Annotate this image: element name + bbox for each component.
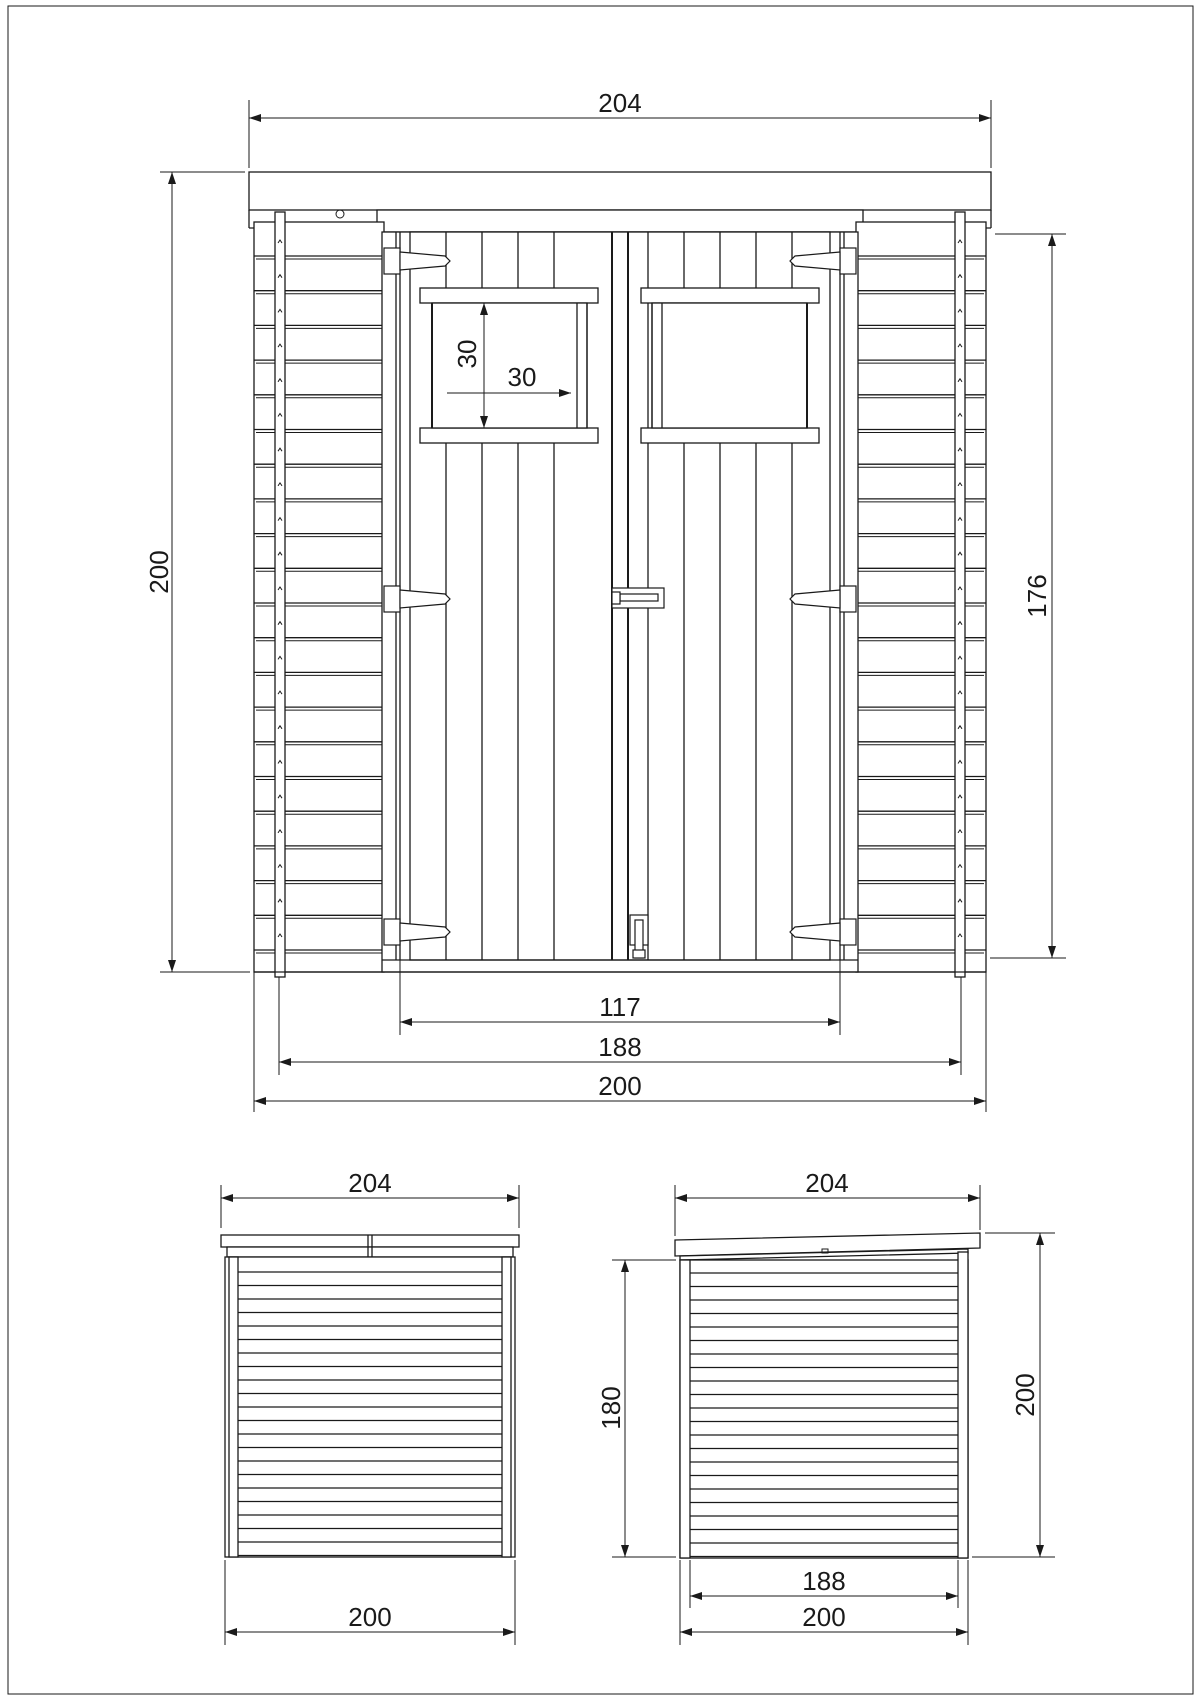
dim-roof-width: 204 bbox=[348, 1168, 392, 1198]
side-view-left bbox=[221, 1168, 519, 1645]
window-opening bbox=[652, 303, 807, 428]
corner-post bbox=[680, 1260, 690, 1558]
dim-inner-width: 188 bbox=[598, 1032, 642, 1062]
corner-post bbox=[958, 1252, 968, 1558]
dim-inner-width: 188 bbox=[802, 1566, 846, 1596]
dim-base-width: 200 bbox=[348, 1602, 392, 1632]
dim-total-height: 200 bbox=[144, 550, 174, 594]
dim-base-width: 200 bbox=[802, 1602, 846, 1632]
right-corner-post bbox=[955, 212, 965, 977]
corner-post bbox=[502, 1257, 511, 1557]
window-rail-top bbox=[420, 288, 598, 303]
roof-fascia bbox=[377, 210, 863, 232]
dim-door-width: 117 bbox=[599, 992, 641, 1022]
right-window bbox=[641, 288, 819, 443]
side-wall bbox=[680, 1260, 968, 1558]
window-rail-bottom bbox=[420, 428, 598, 443]
roof-panel bbox=[221, 1235, 519, 1247]
left-wall bbox=[254, 222, 384, 972]
left-corner-post bbox=[275, 212, 285, 977]
dim-window-width: 30 bbox=[507, 362, 537, 392]
roof-fascia bbox=[227, 1247, 513, 1257]
front-view bbox=[144, 88, 1066, 1112]
dim-roof-width: 204 bbox=[598, 88, 642, 118]
side-view-right bbox=[596, 1168, 1055, 1645]
right-wall bbox=[856, 222, 986, 972]
window-rail-bottom bbox=[641, 428, 819, 443]
dim-roof-width: 204 bbox=[805, 1168, 849, 1198]
dim-base-width: 200 bbox=[598, 1071, 642, 1101]
corner-post bbox=[229, 1257, 238, 1557]
dim-window-height: 30 bbox=[452, 339, 482, 369]
roof-panel bbox=[249, 172, 991, 210]
drop-bolt-icon bbox=[630, 915, 648, 958]
dim-front-height: 180 bbox=[596, 1386, 626, 1430]
dim-total-height: 200 bbox=[1010, 1373, 1040, 1417]
latch-icon bbox=[612, 588, 664, 608]
window-rail-top bbox=[641, 288, 819, 303]
dim-wall-height: 176 bbox=[1022, 574, 1052, 618]
screw-icon bbox=[336, 210, 344, 218]
